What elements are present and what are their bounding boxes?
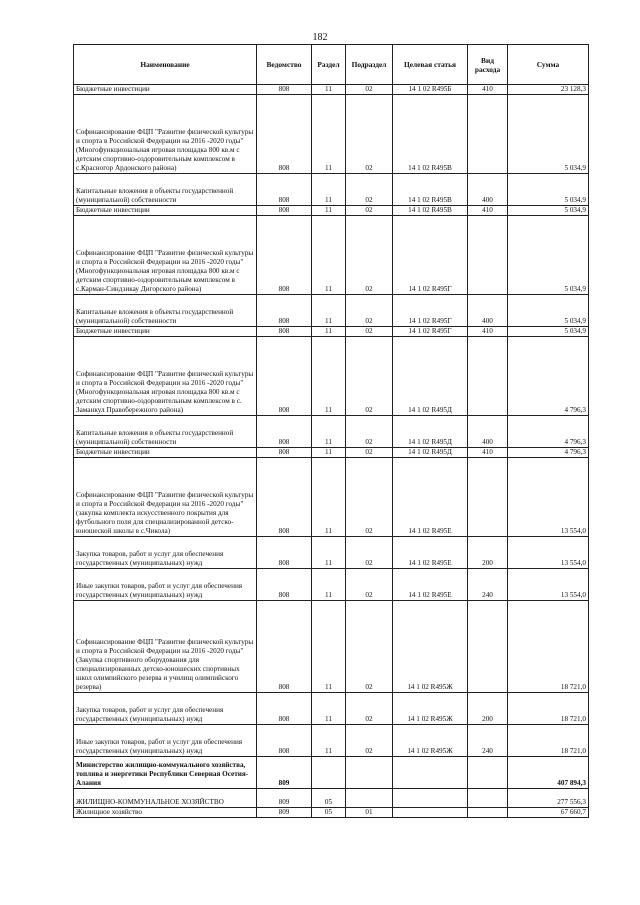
cell-statya: 14 1 02 R495В <box>393 95 468 174</box>
cell-statya: 14 1 02 R495Ж <box>393 725 468 757</box>
cell-razdel: 11 <box>312 569 346 601</box>
cell-vedomstvo: 809 <box>257 808 312 818</box>
cell-vedomstvo: 809 <box>257 757 312 789</box>
cell-podrazdel: 02 <box>346 448 393 458</box>
cell-name: Закупка товаров, работ и услуг для обеспечения государственных (муниципальных) нужд <box>74 693 257 725</box>
cell-razdel: 11 <box>312 206 346 216</box>
cell-vedomstvo: 808 <box>257 569 312 601</box>
cell-razdel: 11 <box>312 537 346 569</box>
cell-razdel: 11 <box>312 416 346 448</box>
table-row <box>74 808 589 818</box>
cell-vedomstvo: 808 <box>257 537 312 569</box>
col-header-vid: Вид расхода <box>468 45 508 85</box>
cell-podrazdel: 02 <box>346 216 393 295</box>
cell-vid: 240 <box>468 569 508 601</box>
cell-podrazdel <box>346 757 393 789</box>
cell-razdel: 11 <box>312 337 346 416</box>
cell-vid: 410 <box>468 206 508 216</box>
cell-statya: 14 1 02 R495Д <box>393 337 468 416</box>
cell-summa: 13 554,0 <box>508 458 589 537</box>
cell-podrazdel <box>346 789 393 808</box>
cell-vedomstvo: 808 <box>257 85 312 95</box>
cell-podrazdel: 02 <box>346 693 393 725</box>
cell-summa: 5 034,9 <box>508 295 589 327</box>
cell-vedomstvo: 808 <box>257 337 312 416</box>
cell-razdel: 11 <box>312 85 346 95</box>
cell-vedomstvo: 808 <box>257 295 312 327</box>
cell-name: Софинансирование ФЦП "Развитие физической культуры и спорта в Российской Федерации на 2016 -2020 годы" (закупка комплекта искусственного покрытия для футбольного поля для специализированной детско-юношеской школы в с.Чикола) <box>74 458 257 537</box>
cell-vid: 200 <box>468 537 508 569</box>
cell-name: Бюджетные инвестиции <box>74 85 257 95</box>
cell-razdel: 11 <box>312 725 346 757</box>
budget-table <box>73 44 589 818</box>
cell-statya <box>393 757 468 789</box>
table-row <box>74 448 589 458</box>
table-row <box>74 537 589 569</box>
cell-statya: 14 1 02 R495Е <box>393 537 468 569</box>
cell-name: Капитальные вложения в объекты государственной (муниципальной) собственности <box>74 295 257 327</box>
cell-vedomstvo: 808 <box>257 601 312 693</box>
cell-name: Софинансирование ФЦП "Развитие физической культуры и спорта в Российской Федерации на 2016 -2020 годы" (Закупка спортивного оборудования для специализированных детско-юношеских спортивных школ олимпийского резерва и училищ олимпийского резерва) <box>74 601 257 693</box>
cell-razdel: 11 <box>312 295 346 327</box>
cell-vedomstvo: 808 <box>257 448 312 458</box>
cell-podrazdel: 02 <box>346 206 393 216</box>
cell-statya: 14 1 02 R495В <box>393 206 468 216</box>
cell-summa: 67 660,7 <box>508 808 589 818</box>
cell-summa: 13 554,0 <box>508 537 589 569</box>
cell-vid <box>468 337 508 416</box>
cell-statya <box>393 808 468 818</box>
table-row <box>74 601 589 693</box>
cell-razdel <box>312 757 346 789</box>
cell-statya: 14 1 02 R495Ж <box>393 693 468 725</box>
table-row <box>74 95 589 174</box>
cell-statya: 14 1 02 R495В <box>393 174 468 206</box>
cell-vedomstvo: 808 <box>257 725 312 757</box>
cell-podrazdel: 02 <box>346 537 393 569</box>
cell-summa: 5 034,9 <box>508 174 589 206</box>
cell-vid <box>468 95 508 174</box>
cell-vedomstvo: 808 <box>257 327 312 337</box>
table-row <box>74 757 589 789</box>
cell-summa: 5 034,9 <box>508 327 589 337</box>
cell-summa: 18 721,0 <box>508 601 589 693</box>
cell-vid: 410 <box>468 448 508 458</box>
col-header-razdel: Раздел <box>312 45 346 85</box>
table-row <box>74 337 589 416</box>
col-header-statya: Целевая статья <box>393 45 468 85</box>
cell-razdel: 11 <box>312 448 346 458</box>
cell-podrazdel: 02 <box>346 725 393 757</box>
cell-podrazdel: 02 <box>346 458 393 537</box>
cell-name: Иные закупки товаров, работ и услуг для обеспечения государственных (муниципальных) нужд <box>74 725 257 757</box>
cell-summa: 13 554,0 <box>508 569 589 601</box>
table-row <box>74 206 589 216</box>
cell-summa: 277 556,3 <box>508 789 589 808</box>
cell-name: Софинансирование ФЦП "Развитие физической культуры и спорта в Российской Федерации на 2016 -2020 годы" (Многофункциональная игровая площадка 800 кв.м с детским спортивно-оздоровительным комплексом в с.Карман-Синдзикау Дигорского района) <box>74 216 257 295</box>
cell-vid: 410 <box>468 327 508 337</box>
table-row <box>74 458 589 537</box>
cell-statya: 14 1 02 R495Г <box>393 327 468 337</box>
cell-vid <box>468 757 508 789</box>
cell-vid: 400 <box>468 416 508 448</box>
cell-vid: 240 <box>468 725 508 757</box>
table-row <box>74 569 589 601</box>
col-header-summa: Сумма <box>508 45 589 85</box>
cell-summa: 5 034,9 <box>508 95 589 174</box>
table-row <box>74 295 589 327</box>
cell-summa: 5 034,9 <box>508 206 589 216</box>
cell-name: Министерство жилищно-коммунального хозяйства, топлива и энергетики Республики Северная Осетия-Алания <box>74 757 257 789</box>
cell-summa: 4 796,3 <box>508 337 589 416</box>
cell-vid: 410 <box>468 85 508 95</box>
cell-statya: 14 1 02 R495Д <box>393 448 468 458</box>
cell-statya: 14 1 02 R495Д <box>393 416 468 448</box>
cell-podrazdel: 02 <box>346 416 393 448</box>
cell-name: Закупка товаров, работ и услуг для обеспечения государственных (муниципальных) нужд <box>74 537 257 569</box>
cell-summa: 23 128,3 <box>508 85 589 95</box>
table-row <box>74 327 589 337</box>
table-row <box>74 216 589 295</box>
table-row <box>74 693 589 725</box>
col-header-name: Наименование <box>74 45 257 85</box>
table-row <box>74 416 589 448</box>
cell-razdel: 11 <box>312 174 346 206</box>
cell-podrazdel: 02 <box>346 85 393 95</box>
cell-statya: 14 1 02 R495Г <box>393 216 468 295</box>
cell-name: Бюджетные инвестиции <box>74 327 257 337</box>
cell-vid <box>468 216 508 295</box>
cell-statya: 14 1 02 R495Е <box>393 569 468 601</box>
cell-name: Бюджетные инвестиции <box>74 448 257 458</box>
col-header-podrazdel: Подраздел <box>346 45 393 85</box>
cell-vid: 400 <box>468 174 508 206</box>
cell-vid <box>468 808 508 818</box>
cell-vedomstvo: 808 <box>257 206 312 216</box>
cell-vid <box>468 789 508 808</box>
cell-name: Жилищное хозяйство <box>74 808 257 818</box>
cell-podrazdel: 02 <box>346 327 393 337</box>
cell-vedomstvo: 808 <box>257 693 312 725</box>
table-row <box>74 85 589 95</box>
cell-razdel: 11 <box>312 95 346 174</box>
cell-podrazdel: 02 <box>346 95 393 174</box>
cell-summa: 18 721,0 <box>508 693 589 725</box>
cell-name: Иные закупки товаров, работ и услуг для обеспечения государственных (муниципальных) нужд <box>74 569 257 601</box>
cell-vedomstvo: 809 <box>257 789 312 808</box>
cell-vedomstvo: 808 <box>257 95 312 174</box>
cell-summa: 4 796,3 <box>508 448 589 458</box>
cell-podrazdel: 02 <box>346 569 393 601</box>
cell-vedomstvo: 808 <box>257 216 312 295</box>
cell-vedomstvo: 808 <box>257 416 312 448</box>
table-row <box>74 725 589 757</box>
cell-statya: 14 1 02 R495Б <box>393 85 468 95</box>
cell-summa: 407 894,3 <box>508 757 589 789</box>
cell-razdel: 11 <box>312 216 346 295</box>
cell-statya: 14 1 02 R495Ж <box>393 601 468 693</box>
cell-vid <box>468 601 508 693</box>
table-row <box>74 789 589 808</box>
cell-statya: 14 1 02 R495Е <box>393 458 468 537</box>
cell-name: ЖИЛИЩНО-КОММУНАЛЬНОЕ ХОЗЯЙСТВО <box>74 789 257 808</box>
cell-summa: 5 034,9 <box>508 216 589 295</box>
cell-podrazdel: 02 <box>346 295 393 327</box>
table-row <box>74 174 589 206</box>
col-header-vedomstvo: Ведомство <box>257 45 312 85</box>
cell-vid: 200 <box>468 693 508 725</box>
cell-summa: 4 796,3 <box>508 416 589 448</box>
cell-razdel: 11 <box>312 601 346 693</box>
cell-razdel: 05 <box>312 808 346 818</box>
cell-vid <box>468 458 508 537</box>
cell-summa: 18 721,0 <box>508 725 589 757</box>
page-number: 182 <box>312 32 328 43</box>
cell-podrazdel: 02 <box>346 601 393 693</box>
cell-statya: 14 1 02 R495Г <box>393 295 468 327</box>
cell-razdel: 05 <box>312 789 346 808</box>
cell-vedomstvo: 808 <box>257 174 312 206</box>
cell-vedomstvo: 808 <box>257 458 312 537</box>
cell-vid: 400 <box>468 295 508 327</box>
cell-name: Софинансирование ФЦП "Развитие физической культуры и спорта в Российской Федерации на 2016 -2020 годы" (Многофункциональная игровая площадка 800 кв.м с детским спортивно-оздоровительным комплексом в с.Красногор Ардонского района) <box>74 95 257 174</box>
cell-podrazdel: 02 <box>346 337 393 416</box>
cell-statya <box>393 789 468 808</box>
table-header-row <box>74 45 589 85</box>
cell-razdel: 11 <box>312 693 346 725</box>
cell-name: Капитальные вложения в объекты государственной (муниципальной) собственности <box>74 416 257 448</box>
cell-name: Бюджетные инвестиции <box>74 206 257 216</box>
cell-name: Софинансирование ФЦП "Развитие физической культуры и спорта в Российской Федерации на 2016 -2020 годы" (Многофункциональная игровая площадка 800 кв.м с детским спортивно-оздоровительным комплексом в с. Заманкул Правобережного района) <box>74 337 257 416</box>
cell-razdel: 11 <box>312 327 346 337</box>
cell-podrazdel: 01 <box>346 808 393 818</box>
cell-podrazdel: 02 <box>346 174 393 206</box>
cell-razdel: 11 <box>312 458 346 537</box>
cell-name: Капитальные вложения в объекты государственной (муниципальной) собственности <box>74 174 257 206</box>
